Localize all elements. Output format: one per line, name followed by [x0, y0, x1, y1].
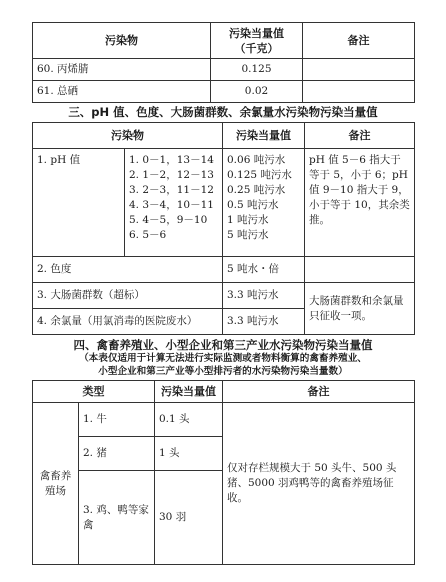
shared-remarks: 大肠菌群数和余氯量只征收一项。 — [305, 283, 415, 335]
header-equivalent-value: 污染当量值 （千克） — [211, 23, 303, 59]
pollutant-name: 61. 总硒 — [33, 81, 211, 103]
pollutant-name: 1. pH 值 — [33, 149, 125, 257]
remarks — [305, 257, 415, 283]
pollutant-name: 2. 色度 — [33, 257, 223, 283]
table-row-ph — [33, 149, 415, 257]
header-type: 类型 — [33, 381, 155, 403]
ph-equivalent-values: 0.06 吨污水 0.125 吨污水 0.25 吨污水 0.5 吨污水 1 吨污水 5 吨污水 — [223, 149, 305, 257]
header-equivalent-value: 污染当量值 — [155, 381, 223, 403]
equivalent-value: 0.02 — [211, 81, 303, 103]
equivalent-value: 5 吨水・倍 — [223, 257, 305, 283]
table-row — [33, 403, 415, 437]
ph-remarks: pH 值 5－6 指大于等于 5，小于 6；pH 值 9－10 指大于 9，小于等于 10，其余类推。 — [305, 149, 415, 257]
pollutant-name: 3. 大肠菌群数（超标） — [33, 283, 223, 309]
table-row — [33, 283, 415, 309]
livestock-remarks: 仅对存栏规模大于 50 头牛、500 头猪、5000 羽鸡鸭等的禽畜养殖场征收。 — [223, 403, 415, 565]
table-header-row — [33, 381, 415, 403]
livestock-type: 3. 鸡、鸭等家禽 — [79, 471, 155, 565]
table-row — [33, 59, 415, 81]
equivalent-value: 3.3 吨污水 — [223, 309, 305, 335]
livestock-type: 2. 猪 — [79, 437, 155, 471]
equivalent-value: 0.125 — [211, 59, 303, 81]
section-4-title: 四、禽畜养殖业、小型企业和第三产业水污染物污染当量值 — [73, 338, 373, 352]
header-remarks: 备注 — [305, 123, 415, 149]
pollutant-name: 4. 余氯量（用氯消毒的医院废水） — [33, 309, 223, 335]
pollutant-table-continued — [32, 22, 415, 103]
category-livestock-farm: 禽畜养殖场 — [33, 403, 79, 565]
table-header-row — [33, 23, 415, 59]
header-equivalent-value: 污染当量值 — [223, 123, 305, 149]
equivalent-value: 3.3 吨污水 — [223, 283, 305, 309]
header-remarks: 备注 — [303, 23, 415, 59]
ph-color-coliform-table — [32, 122, 415, 335]
table-row — [33, 257, 415, 283]
section-4-subtitle-line2: 小型企业和第三产业等小型排污者的水污染物污染当量数） — [98, 366, 348, 377]
equivalent-value: 1 头 — [155, 437, 223, 471]
ph-ranges: 1. 0－1，13－14 2. 1－2，12－13 3. 2－3，11－12 4. 3－4，10－11 5. 4－5，9－10 6. 5－6 — [125, 149, 223, 257]
remarks — [303, 81, 415, 103]
section-3-title: 三、pH 值、色度、大肠菌群数、余氯量水污染物污染当量值 — [68, 105, 378, 119]
equivalent-value: 0.1 头 — [155, 403, 223, 437]
header-pollutant: 污染物 — [33, 123, 223, 149]
livestock-table — [32, 380, 415, 565]
section-4-subtitle-line1: （本表仅适用于计算无法进行实际监测或者物料衡算的禽畜养殖业、 — [79, 353, 367, 364]
table-header-row — [33, 123, 415, 149]
remarks — [303, 59, 415, 81]
header-pollutant: 污染物 — [33, 23, 211, 59]
table-row — [33, 81, 415, 103]
equivalent-value: 30 羽 — [155, 471, 223, 565]
header-remarks: 备注 — [223, 381, 415, 403]
livestock-type: 1. 牛 — [79, 403, 155, 437]
pollutant-name: 60. 丙烯腈 — [33, 59, 211, 81]
